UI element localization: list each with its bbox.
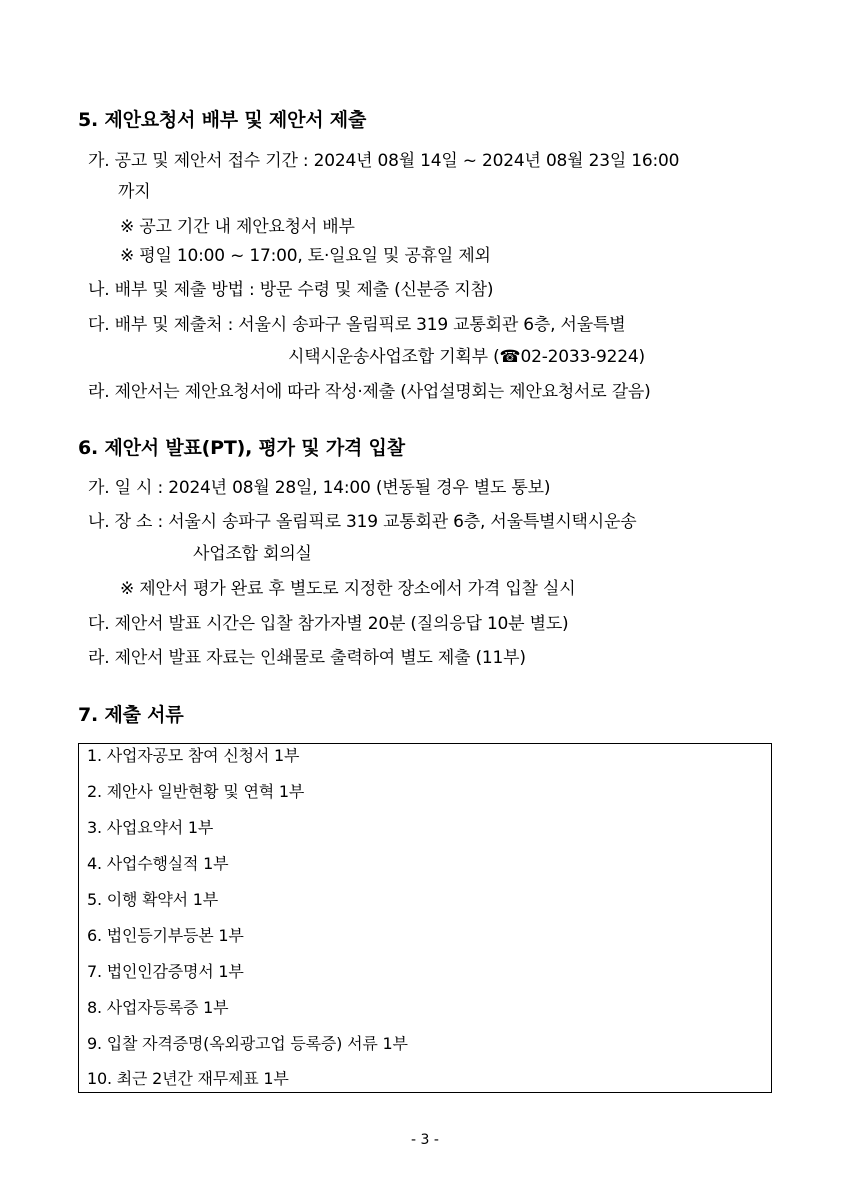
- list-item: 3. 사업요약서 1부: [87, 818, 214, 837]
- section-5-item-d: 라. 제안서는 제안요청서에 따라 작성·제출 (사업설명회는 제안요청서로 갈음): [88, 382, 651, 402]
- section-6-item-d: 라. 제안서 발표 자료는 인쇄물로 출력하여 별도 제출 (11부): [88, 648, 526, 668]
- section-5-heading: 5. 제안요청서 배부 및 제안서 제출: [78, 109, 367, 131]
- list-item: 2. 제안사 일반현황 및 연혁 1부: [87, 782, 305, 801]
- page-number: - 3 -: [411, 1132, 439, 1148]
- section-6-item-b-line2: 사업조합 회의실: [193, 544, 312, 564]
- section-6-item-a: 가. 일 시 : 2024년 08월 28일, 14:00 (변동될 경우 별도 통보): [88, 478, 551, 498]
- section-5-item-b: 나. 배부 및 제출 방법 : 방문 수령 및 제출 (신분증 지참): [88, 280, 494, 300]
- section-5-item-c-line2: 시택시운송사업조합 기획부 (☎02-2033-9224): [288, 347, 645, 367]
- list-item: 5. 이행 확약서 1부: [87, 890, 219, 909]
- section-5-item-c-line1: 다. 배부 및 제출처 : 서울시 송파구 올림픽로 319 교통회관 6층, 서울특별: [88, 315, 626, 335]
- document-list-box: [78, 743, 772, 1093]
- section-5-note-2: ※ 평일 10:00 ~ 17:00, 토·일요일 및 공휴일 제외: [120, 246, 491, 266]
- section-5-item-a-line1: 가. 공고 및 제안서 접수 기간 : 2024년 08월 14일 ~ 2024년 08월 23일 16:00: [88, 151, 680, 171]
- section-5-note-1: ※ 공고 기간 내 제안요청서 배부: [120, 217, 355, 237]
- list-item: 10. 최근 2년간 재무제표 1부: [87, 1069, 289, 1088]
- list-item: 7. 법인인감증명서 1부: [87, 962, 244, 981]
- section-6-heading: 6. 제안서 발표(PT), 평가 및 가격 입찰: [78, 437, 405, 459]
- list-item: 9. 입찰 자격증명(옥외광고업 등록증) 서류 1부: [87, 1034, 408, 1053]
- section-6-item-b-line1: 나. 장 소 : 서울시 송파구 올림픽로 319 교통회관 6층, 서울특별시택시운송: [88, 512, 637, 532]
- section-6-note: ※ 제안서 평가 완료 후 별도로 지정한 장소에서 가격 입찰 실시: [120, 579, 576, 599]
- list-item: 1. 사업자공모 참여 신청서 1부: [87, 746, 300, 765]
- list-item: 8. 사업자등록증 1부: [87, 998, 229, 1017]
- section-7-heading: 7. 제출 서류: [78, 704, 184, 726]
- list-item: 6. 법인등기부등본 1부: [87, 926, 244, 945]
- list-item: 4. 사업수행실적 1부: [87, 854, 229, 873]
- section-6-item-c: 다. 제안서 발표 시간은 입찰 참가자별 20분 (질의응답 10분 별도): [88, 614, 569, 634]
- section-5-item-a-line2: 까지: [118, 182, 151, 202]
